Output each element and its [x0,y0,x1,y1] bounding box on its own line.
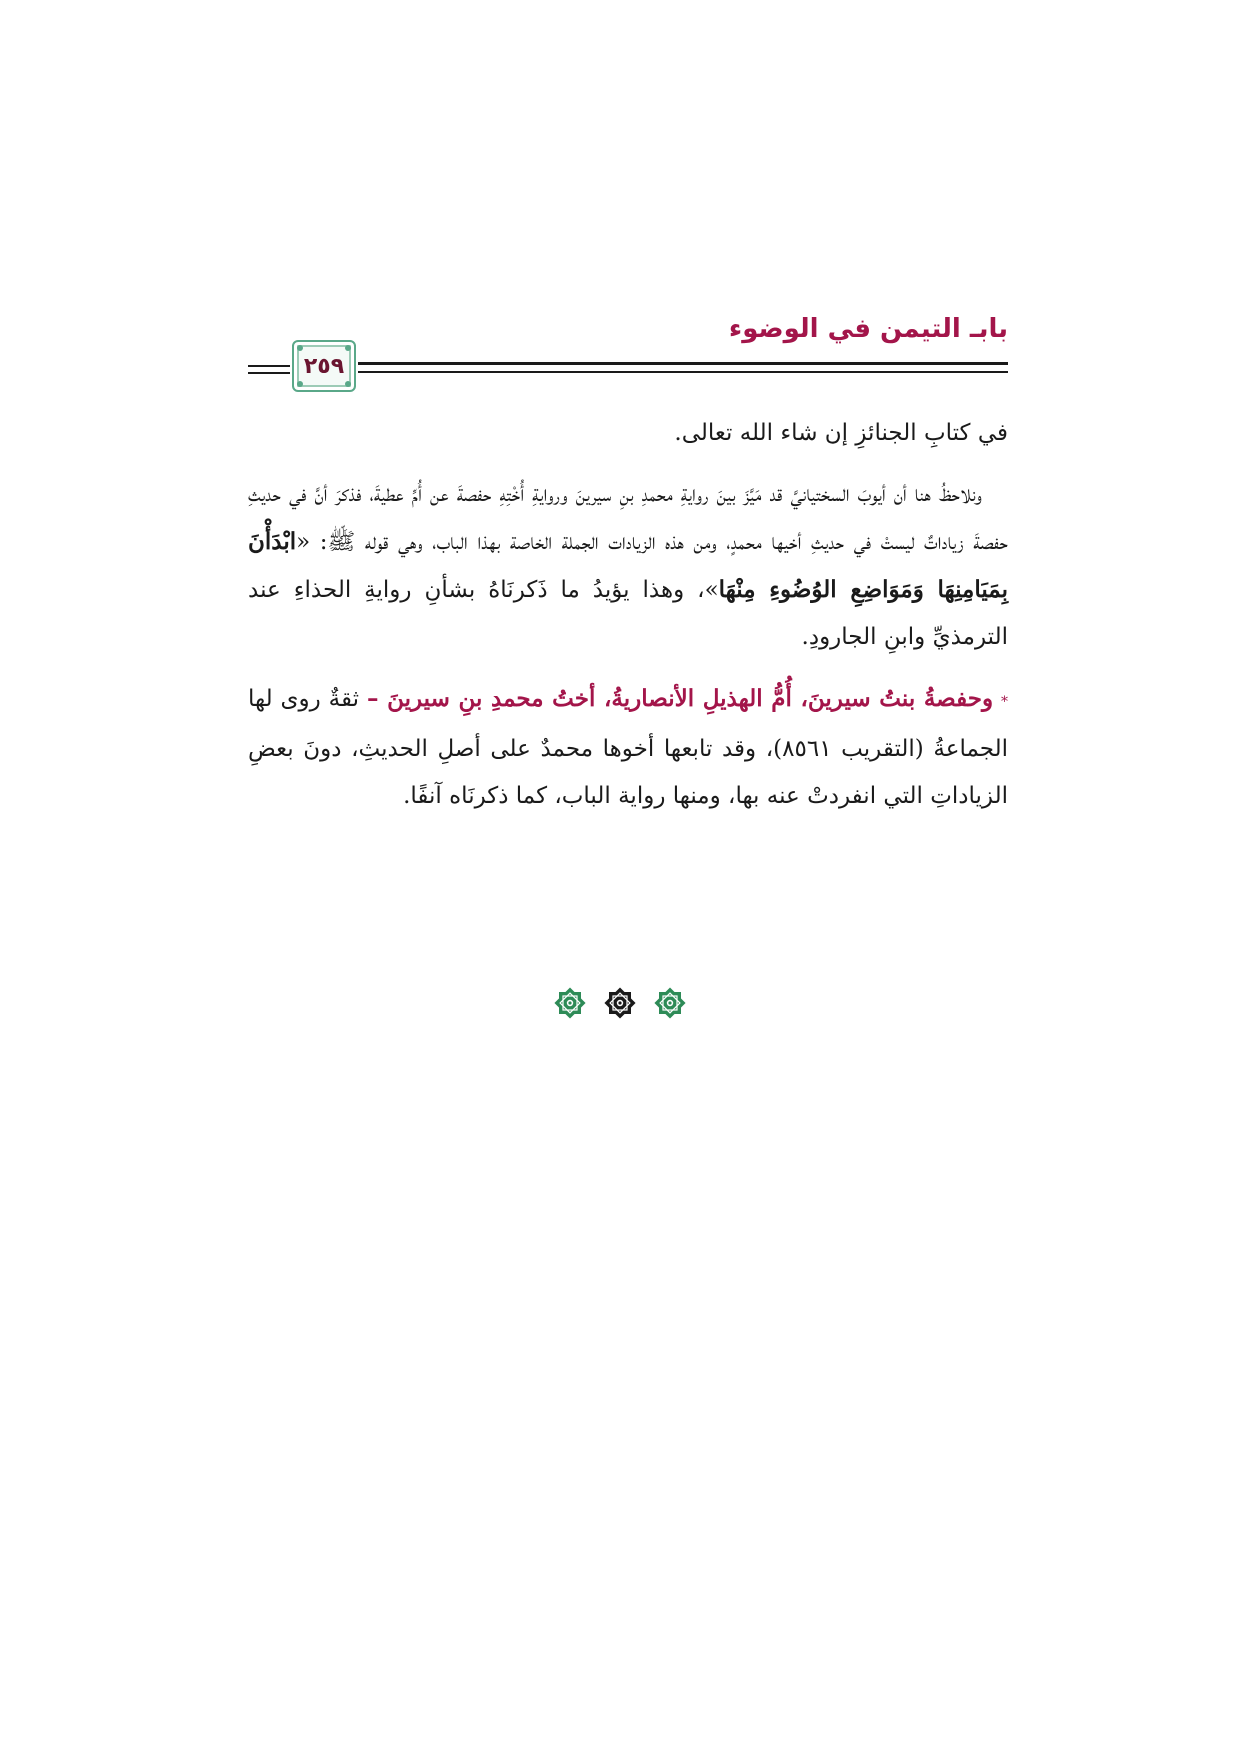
page-body [248,410,1008,820]
star-flower-icon [652,985,688,1021]
header-rule [358,371,1008,373]
ornament-center-dot [668,1001,671,1004]
header-rule [248,365,290,367]
page-number: ٢٥٩ [303,353,345,379]
page-header [248,310,1008,390]
hadith-quote: ابْدَأْنَ بِمَيَامِنِهَا وَمَوَاضِعِ الوُضُوءِ مِنْهَا [248,528,1008,603]
ornament-center-dot [568,1001,571,1004]
star-flower-icon [602,985,638,1021]
header-rule [358,362,1008,365]
badge-ornament-icon [297,381,303,387]
badge-ornament-icon [345,381,351,387]
ornament-center-dot [618,1001,621,1004]
star-marker: * [1001,694,1009,710]
paragraph-text: »، وهذا يؤيدُ ما ذَكرنَاهُ بشأنِ روايةِ الحذاءِ عند الترمذيِّ وابنِ الجارودِ. [248,577,1008,650]
chapter-title: بابـ التيمن في الوضوء [728,314,1008,344]
badge-ornament-icon [297,345,303,351]
narrator-name: وحفصةُ بنتُ سيرينَ، أُمُّ الهذيلِ الأنصاريةُ، أختُ محمدِ بنِ سيرينَ – [366,685,994,712]
narrator-note [248,675,1008,820]
paragraph [248,471,1008,661]
paragraph: في كتابِ الجنائزِ إن شاء الله تعالى. [674,420,1008,446]
paragraph-text: ونلاحظُ هنا أن أيوبَ السختيانيَّ قد مَيَّزَ بينَ روايةِ محمدِ بنِ سيرينَ وروايةِ أُخْتِهِ حفصةَ عن أُمِّ عطيةَ، فذكرَ أنَّ في حديثِ حفصةَ زياداتٌ ليستْ في حديثِ أخيها محمدٍ، ومن هذه الزيادات الجملة الخاصة بهذا الباب، وهي قوله ﷺ: « [248,481,1008,555]
star-flower-icon [552,985,588,1021]
page-number-badge [292,340,356,392]
section-ornaments [0,985,1240,1021]
narrator-text: ثقةٌ روى لها الجماعةُ (التقريب ٨٥٦١)، وقد تابعها أخوها محمدٌ على أصلِ الحديثِ، دونَ بعضِ الزياداتِ التي انفردتْ عنه بها، ومنها رواية الباب، كما ذكرنَاه آنفًا. [248,686,1008,809]
badge-ornament-icon [345,345,351,351]
header-rule [248,372,290,374]
